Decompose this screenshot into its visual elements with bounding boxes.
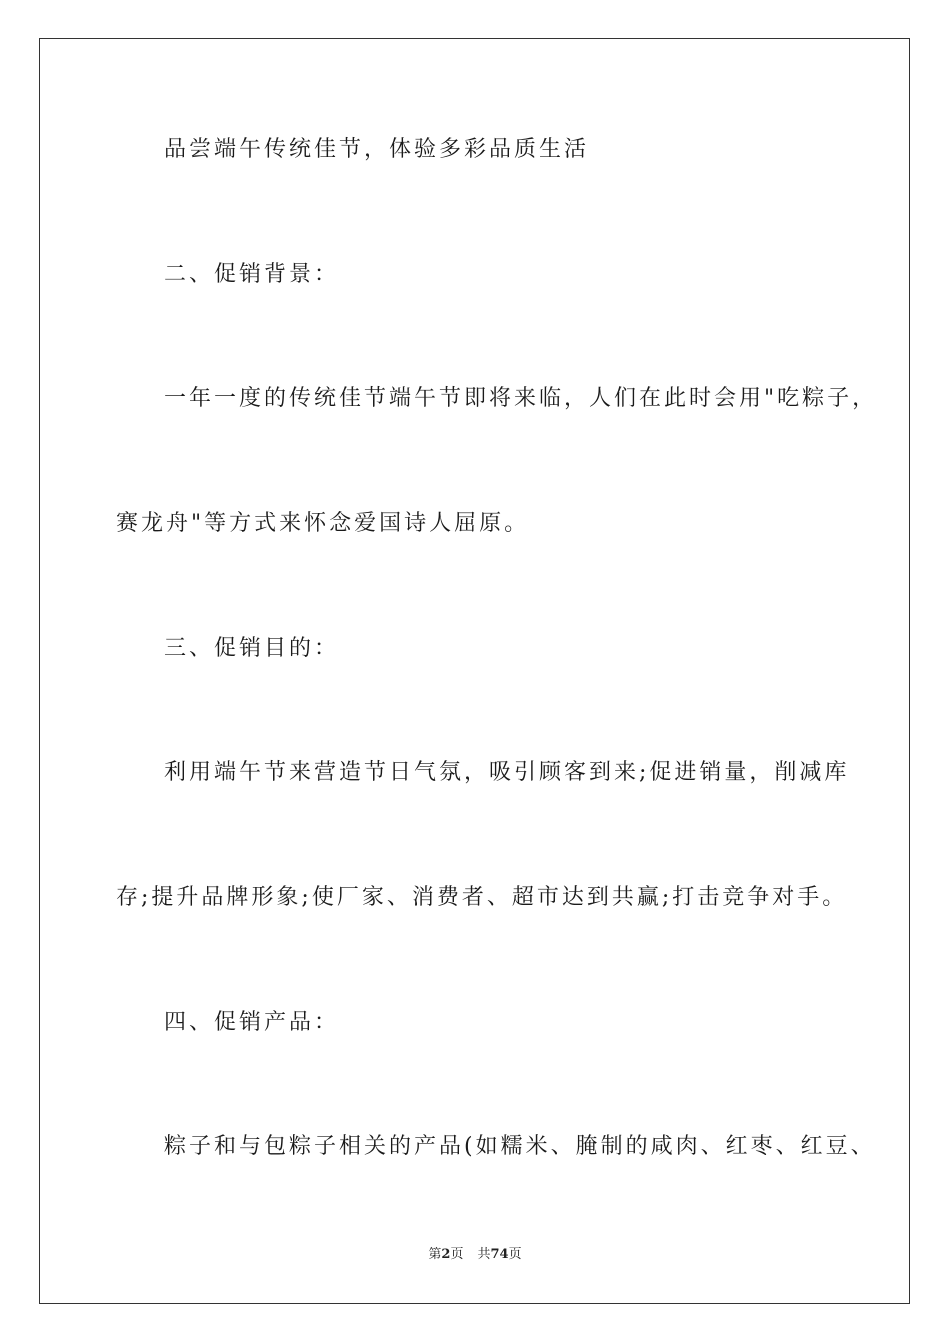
paragraph-line: 一年一度的传统佳节端午节即将来临，人们在此时会用"吃粽子， bbox=[164, 386, 878, 411]
section-heading-background: 二、促销背景： bbox=[164, 262, 340, 287]
section-heading-products: 四、促销产品： bbox=[164, 1010, 340, 1035]
slogan-line: 品尝端午传统佳节，体验多彩品质生活 bbox=[164, 137, 590, 162]
paragraph-line: 利用端午节来营造节日气氛，吸引顾客到来;促进销量，削减库 bbox=[164, 760, 850, 785]
paragraph-line: 存;提升品牌形象;使厂家、消费者、超市达到共赢;打击竞争对手。 bbox=[116, 885, 848, 910]
section-heading-purpose: 三、促销目的： bbox=[164, 636, 340, 661]
footer-page-number: 2 bbox=[441, 1247, 451, 1262]
paragraph-line: 赛龙舟"等方式来怀念爱国诗人屈原。 bbox=[116, 511, 530, 536]
footer-page-suffix: 页 bbox=[450, 1247, 464, 1262]
footer-total-prefix: 共 bbox=[477, 1247, 491, 1262]
footer-total-pages: 74 bbox=[490, 1247, 509, 1262]
page-border bbox=[39, 38, 910, 1304]
footer-total-suffix: 页 bbox=[508, 1247, 522, 1262]
paragraph-line: 粽子和与包粽子相关的产品(如糯米、腌制的咸肉、红枣、红豆、 bbox=[164, 1134, 876, 1159]
footer-page-prefix: 第 bbox=[428, 1247, 442, 1262]
page-footer bbox=[0, 1246, 950, 1264]
